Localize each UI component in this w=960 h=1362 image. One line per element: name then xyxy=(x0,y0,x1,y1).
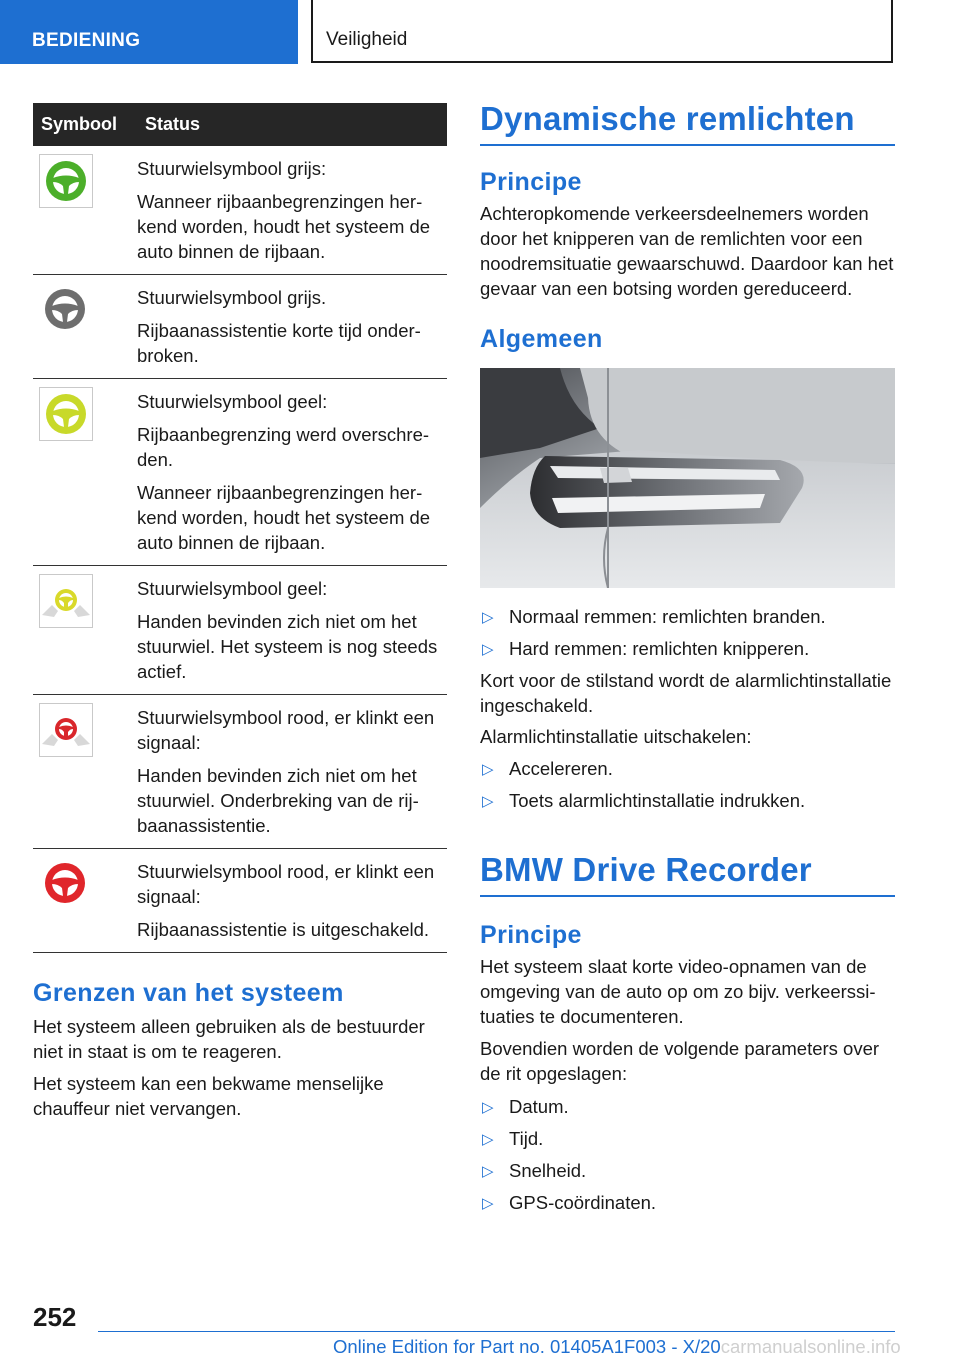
status-text: Wanneer rijbaanbegrenzingen herkend worden, houdt het systeem de auto binnen de rijbaan. xyxy=(137,482,431,553)
list-item: ▷ Datum. xyxy=(480,1094,895,1119)
chapter-title: Veiligheid xyxy=(326,29,408,50)
triangle-bullet-icon: ▷ xyxy=(482,641,494,658)
steering-wheel-green-icon xyxy=(39,154,93,208)
list-item: ▷ GPS-coördinaten. xyxy=(480,1190,895,1215)
triangle-bullet-icon: ▷ xyxy=(482,609,494,626)
status-text: Handen bevinden zich niet om het stuurwiel. Het systeem is nog steeds actief. xyxy=(137,611,438,682)
tail-light-photo xyxy=(480,368,895,588)
table-row xyxy=(33,695,447,849)
triangle-bullet-icon: ▷ xyxy=(482,1163,494,1180)
hazard-off-text: Alarmlichtinstallatie uitschakelen: xyxy=(480,726,752,747)
table-row xyxy=(33,566,447,695)
edition-text: Online Edition for Part no. 01405A1F003 - X/20 xyxy=(333,1336,721,1357)
list-item: ▷ Accelereren. xyxy=(480,756,895,781)
footer-text xyxy=(333,1336,901,1358)
table-row xyxy=(33,146,447,275)
limits-section xyxy=(33,979,447,1121)
triangle-bullet-icon: ▷ xyxy=(482,761,494,778)
limits-paragraph-2: Het systeem kan een bekwame menselijke chauffeur niet vervangen. xyxy=(33,1073,384,1119)
section-tab xyxy=(0,0,298,64)
status-text: Stuurwielsymbool geel: xyxy=(137,578,328,599)
table-row xyxy=(33,275,447,379)
status-text: Rijbaanassistentie korte tijd onderbroken. xyxy=(137,320,421,366)
list-item: ▷ Tijd. xyxy=(480,1126,895,1151)
symbol-table xyxy=(33,103,447,953)
table-row xyxy=(33,379,447,566)
list-item: ▷ Toets alarmlichtinstallatie indrukken. xyxy=(480,788,895,813)
status-text: Handen bevinden zich niet om het stuurwiel. Onderbreking van de rijbaanassistentie. xyxy=(137,765,419,836)
brake-principle-heading: Principe xyxy=(480,168,582,196)
list-item: ▷ Hard remmen: remlichten knipperen. xyxy=(480,636,895,661)
col-status-header: Status xyxy=(137,103,447,146)
status-text: Rijbaanassistentie is uitgeschakeld. xyxy=(137,919,430,940)
recorder-title: BMW Drive Recorder xyxy=(480,851,895,897)
steering-wheel-grey-icon xyxy=(39,283,93,337)
status-text: Stuurwielsymbool rood, er klinkt een signaal: xyxy=(137,861,435,907)
status-text: Stuurwielsymbool rood, er klinkt een signaal: xyxy=(137,707,435,753)
chapter-header xyxy=(311,0,893,63)
recorder-principle-heading: Principe xyxy=(480,921,582,949)
watermark: carmanualsonline.info xyxy=(720,1336,901,1357)
triangle-bullet-icon: ▷ xyxy=(482,1131,494,1148)
table-row xyxy=(33,849,447,953)
stop-text: Kort voor de stilstand wordt de alarmlichtinstallatie ingeschakeld. xyxy=(480,670,892,716)
triangle-bullet-icon: ▷ xyxy=(482,1195,494,1212)
col-symbol-header: Symbool xyxy=(33,103,137,146)
limits-heading: Grenzen van het systeem xyxy=(33,979,344,1007)
hands-off-red-icon xyxy=(39,703,93,757)
list-item: ▷ Snelheid. xyxy=(480,1158,895,1183)
recorder-principle-text: Het systeem slaat korte video-opnamen van de omgeving van de auto op om zo bijv. verkeerssituaties te documenteren. xyxy=(480,956,876,1027)
params-bullet-list xyxy=(480,1094,895,1215)
steering-wheel-red-icon xyxy=(39,857,93,911)
recorder-params-text: Bovendien worden de volgende parameters over de rit opgeslagen: xyxy=(480,1038,880,1084)
status-text: Stuurwielsymbool grijs: xyxy=(137,158,327,179)
brake-bullet-list xyxy=(480,604,895,661)
brake-principle-text: Achteropkomende verkeersdeelnemers worden door het knipperen van de remlichten voor een noodremsituatie gewaarschuwd. Daardoor kan het gevaar van een botsing worden gereduceerd. xyxy=(480,203,894,299)
status-text: Wanneer rijbaanbegrenzingen herkend worden, houdt het systeem de auto binnen de rijbaan. xyxy=(137,191,431,262)
symbol-table-header xyxy=(33,103,447,146)
section-tab-label: BEDIENING xyxy=(32,30,141,51)
steering-wheel-yellow-icon xyxy=(39,387,93,441)
status-text: Stuurwielsymbool grijs. xyxy=(137,287,327,308)
triangle-bullet-icon: ▷ xyxy=(482,1099,494,1116)
limits-paragraph-1: Het systeem alleen gebruiken als de bestuurder niet in staat is om te reageren. xyxy=(33,1016,425,1062)
footer-divider xyxy=(98,1331,895,1332)
status-text: Rijbaanbegrenzing werd overschreden. xyxy=(137,424,430,470)
hands-off-yellow-icon xyxy=(39,574,93,628)
right-column xyxy=(480,100,895,1222)
left-column xyxy=(33,103,447,1121)
brake-lights-title: Dynamische remlichten xyxy=(480,100,895,146)
brake-general-heading: Algemeen xyxy=(480,325,603,353)
status-text: Stuurwielsymbool geel: xyxy=(137,391,328,412)
list-item: ▷ Normaal remmen: remlichten branden. xyxy=(480,604,895,629)
page-number: 252 xyxy=(33,1302,77,1332)
hazard-bullet-list xyxy=(480,756,895,813)
triangle-bullet-icon: ▷ xyxy=(482,793,494,810)
